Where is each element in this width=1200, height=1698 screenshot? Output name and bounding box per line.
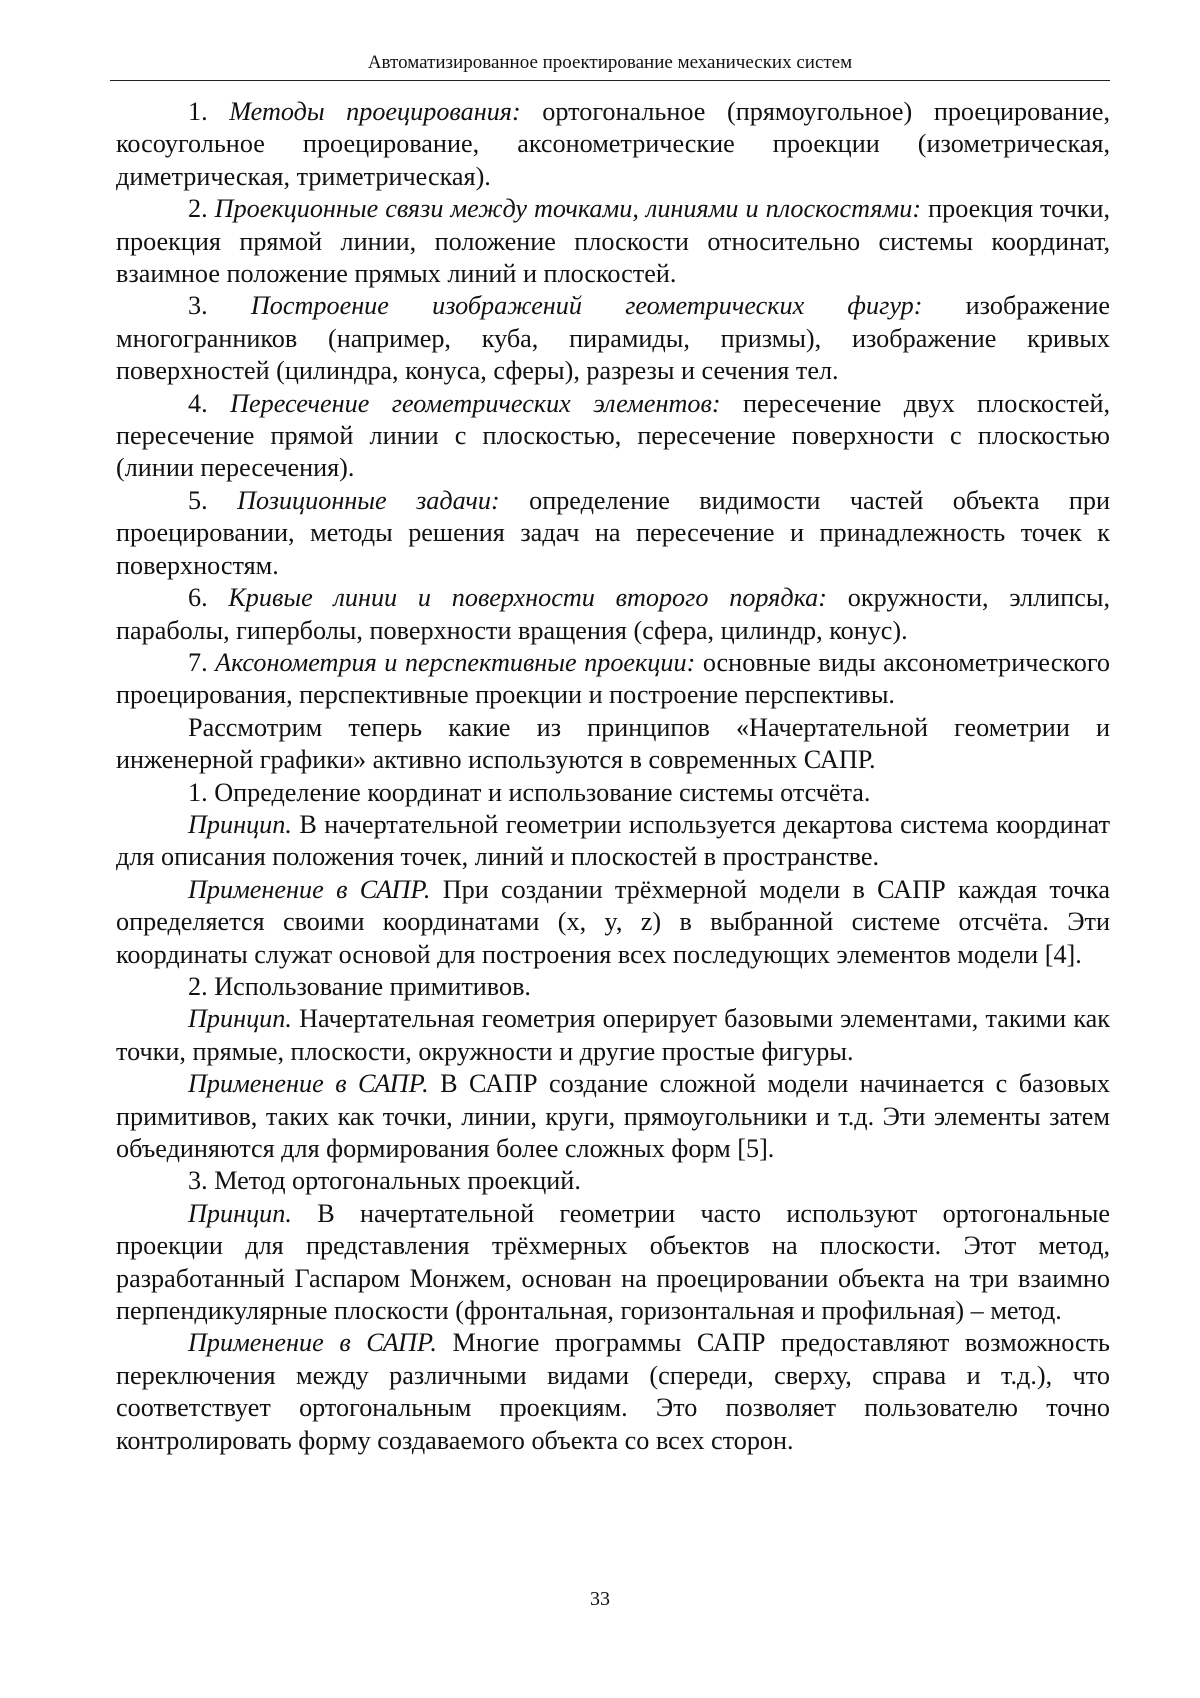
- principle-label: Принцип.: [188, 1198, 292, 1228]
- application-label: Применение в САПР.: [188, 1328, 437, 1358]
- principle-label: Принцип.: [188, 809, 292, 839]
- item-text: пересечение двух плоскостей, пересечение прямой линии с плоскостью, пересечение поверхности с плоскостью (линии пересечения).: [116, 388, 1111, 483]
- page-number: 33: [590, 1588, 610, 1610]
- section-heading-text: 3. Метод ортогональных проекций.: [188, 1166, 581, 1196]
- application-label: Применение в САПР.: [188, 1069, 429, 1099]
- application-text: В САПР создание сложной модели начинается с базовых примитивов, таких как точки, линии, круги, прямоугольники и т.д. Эти элементы затем объединяются для формирования более сложных форм [5].: [116, 1069, 1110, 1163]
- item-term: Кривые линии и поверхности второго порядка:: [228, 583, 827, 613]
- principle-text: В начертательной геометрии используется декартова система координат для описания положения точек, линий и плоскостей в пространстве.: [116, 809, 1111, 872]
- paragraph-1: [116, 96, 1110, 193]
- running-header: Автоматизированное проектирование механических систем: [367, 52, 853, 73]
- application-1: [116, 874, 1110, 971]
- paragraph-text: Рассмотрим теперь какие из принципов «Начертательной геометрии и инженерной графики» активно используются в современных САПР.: [116, 712, 1110, 775]
- section-heading-1: [116, 777, 1110, 809]
- page-body: [116, 96, 1110, 1457]
- item-number: 6.: [188, 583, 208, 613]
- paragraph-4: [116, 388, 1110, 485]
- principle-1: [116, 809, 1110, 874]
- item-term: Методы проецирования:: [229, 97, 521, 126]
- paragraph-intro: [116, 712, 1110, 777]
- item-term: Проекционные связи между точками, линиями и плоскостями:: [214, 194, 922, 224]
- item-text: изображение многогранников (например, куба, пирамиды, призмы), изображение кривых поверхностей (цилиндра, конуса, сферы), разрезы и сечения тел.: [116, 291, 1111, 386]
- paragraph-5: [116, 485, 1110, 582]
- item-number: 3.: [188, 291, 208, 321]
- item-term: Пересечение геометрических элементов:: [230, 388, 721, 418]
- principle-label: Принцип.: [188, 1004, 292, 1034]
- item-number: 5.: [188, 485, 208, 515]
- item-number: 1.: [188, 97, 208, 126]
- item-term: Построение изображений геометрических фигур:: [250, 291, 923, 321]
- section-heading-3: [116, 1165, 1110, 1197]
- principle-text: В начертательной геометрии часто используют ортогональные проекции для представления трёхмерных объектов на плоскости. Этот метод, разработанный Гаспаром Монжем, основан на проецировании объекта на три взаимно перпендикулярные плоскости (фронтальная, горизонтальная и профильная) – метод.: [116, 1198, 1110, 1326]
- item-number: 2.: [188, 194, 208, 224]
- item-text: окружности, эллипсы, параболы, гиперболы, поверхности вращения (сфера, цилиндр, конус).: [116, 583, 1111, 645]
- paragraph-3: [116, 290, 1110, 387]
- item-term: Позиционные задачи:: [237, 485, 500, 515]
- section-heading-text: 2. Использование примитивов.: [188, 971, 531, 1001]
- item-number: 7.: [188, 647, 208, 677]
- item-number: 4.: [188, 388, 208, 418]
- item-term: Аксонометрия и перспективные проекции:: [215, 647, 696, 677]
- section-heading-text: 1. Определение координат и использование системы отсчёта.: [188, 777, 871, 807]
- principle-text: Начертательная геометрия оперирует базовыми элементами, такими как точки, прямые, плоскости, окружности и другие простые фигуры.: [116, 1004, 1110, 1066]
- paragraph-2: [116, 193, 1110, 290]
- principle-3: [116, 1198, 1110, 1328]
- item-text: ортогональное (прямоугольное) проецирование, косоугольное проецирование, аксонометрические проекции (изометрическая, диметрическая, триметрическая).: [116, 97, 1111, 191]
- principle-2: [116, 1003, 1110, 1068]
- paragraph-7: [116, 647, 1110, 712]
- application-3: [116, 1327, 1110, 1457]
- item-text: проекция точки, проекция прямой линии, положение плоскости относительно системы координат, взаимное положение прямых линий и плоскостей.: [116, 194, 1111, 289]
- application-2: [116, 1068, 1110, 1165]
- application-label: Применение в САПР.: [188, 874, 431, 904]
- header-rule: [110, 80, 1110, 81]
- application-text: При создании трёхмерной модели в САПР каждая точка определяется своими координатами (x, y, z) в выбранной системе отсчёта. Эти координаты служат основой для построения всех последующих элементов модели [4].: [116, 874, 1110, 969]
- item-text: определение видимости частей объекта при проецировании, методы решения задач на пересечение и принадлежность точек к поверхностям.: [116, 485, 1110, 580]
- paragraph-6: [116, 582, 1110, 647]
- item-text: основные виды аксонометрического проецирования, перспективные проекции и построение перспективы.: [116, 647, 1110, 710]
- section-heading-2: [116, 971, 1110, 1003]
- application-text: Многие программы САПР предоставляют возможность переключения между различными видами (спереди, сверху, справа и т.д.), что соответствует ортогональным проекциям. Это позволяет пользователю точно контролировать форму создаваемого объекта со всех сторон.: [116, 1328, 1110, 1455]
